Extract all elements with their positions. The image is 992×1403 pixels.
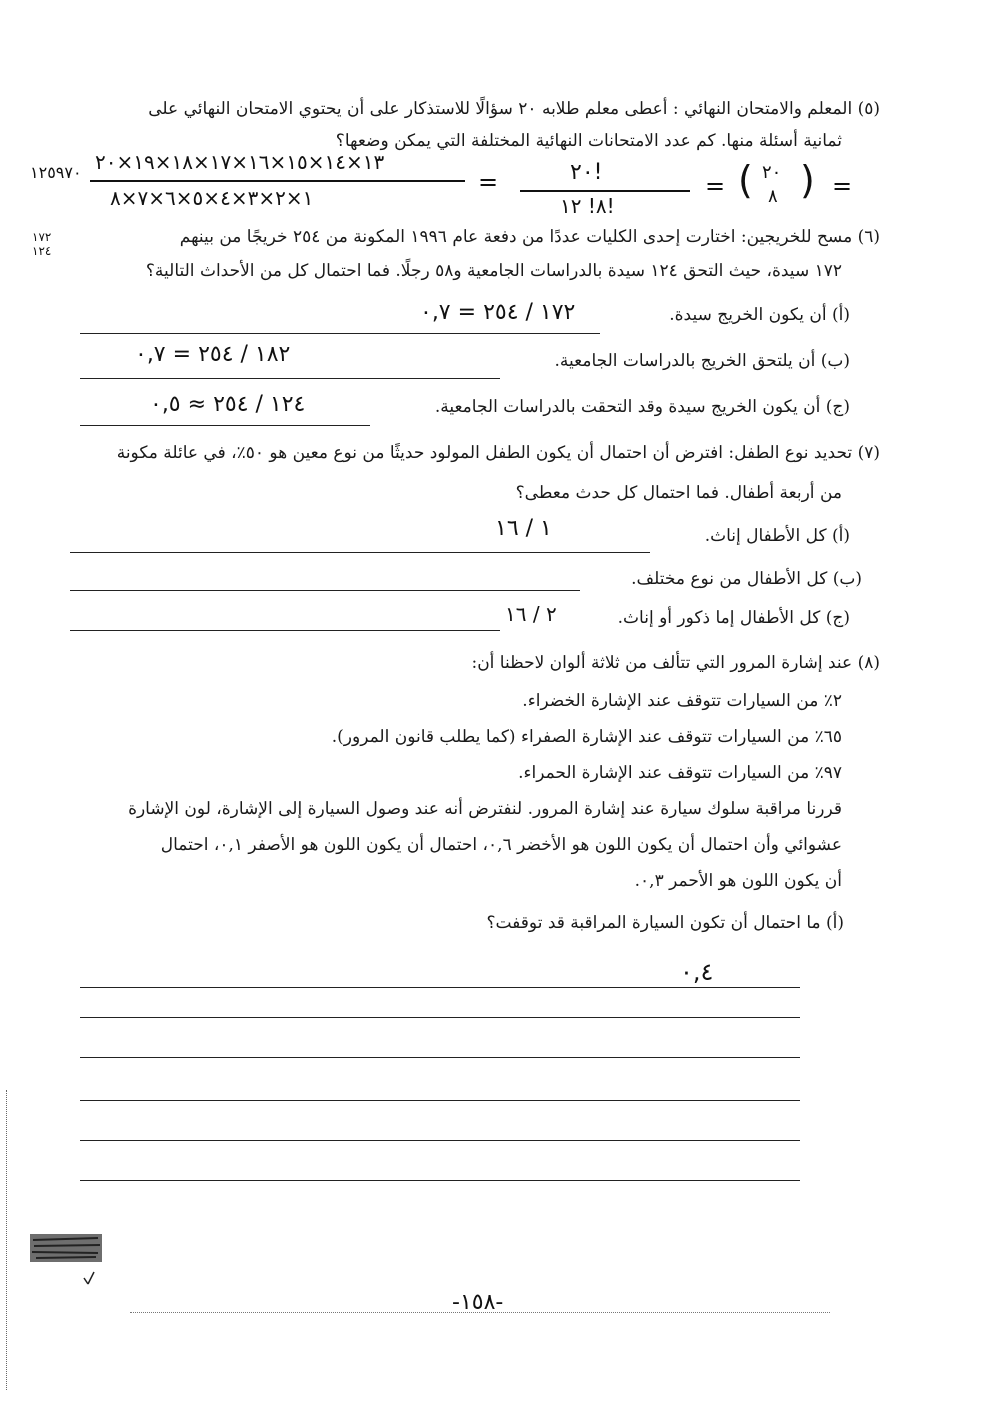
q5-hw-bar — [90, 180, 465, 182]
q6-line2: ١٧٢ سيدة، حيث التحق ١٢٤ سيدة بالدراسات الجامعية و٥٨ رجلًا. فما احتمال كل من الأحداث التالية؟ — [145, 261, 842, 281]
q8-l2: ٢٪ من السيارات تتوقف عند الإشارة الخضراء. — [522, 691, 842, 711]
q8-answer-line-2 — [80, 1017, 800, 1018]
stamp-mark — [28, 1232, 108, 1292]
q8-answer-line-3 — [80, 1057, 800, 1058]
scan-edge — [6, 1090, 7, 1390]
q6-b-hw: ١٨٢ / ٢٥٤ = ٠,٧ — [135, 342, 291, 367]
q7-c: (ج) كل الأطفال إما ذكور أو إناث. — [617, 608, 850, 628]
q6-b: (ب) أن يلتحق الخريج بالدراسات الجامعية. — [554, 351, 850, 371]
q6-c: (ج) أن يكون الخريج سيدة وقد التحقت بالدراسات الجامعية. — [434, 397, 850, 417]
q6-c-line — [80, 425, 370, 426]
q8-answer-line-6 — [80, 1180, 800, 1181]
q7-a: (أ) كل الأطفال إناث. — [704, 526, 850, 546]
q7-line1: (٧) تحديد نوع الطفل: افترض أن احتمال أن يكون الطفل المولود حديثًا من نوع معين هو ٥٠٪، في عائلة مكونة — [116, 443, 880, 463]
footer-dotted-line — [130, 1312, 830, 1313]
q5-line1: (٥) المعلم والامتحان النهائي : أعطى معلم طلابه ٢٠ سؤالًا للاستذكار على أن يحتوي الامتحان النهائي على — [148, 99, 880, 119]
q8-a-hw: ٠,٤ — [680, 958, 714, 986]
q5-hw-numerator: ١٣×١٤×١٥×١٦×١٧×١٨×١٩×٢٠ — [95, 150, 385, 174]
q7-line2: من أربعة أطفال. فما احتمال كل حدث معطى؟ — [515, 483, 842, 503]
q7-c-line — [70, 630, 500, 631]
q6-a: (أ) أن يكون الخريج سيدة. — [669, 305, 850, 325]
q8-line1: (٨) عند إشارة المرور التي تتألف من ثلاثة ألوان لاحظنا أن: — [471, 653, 880, 673]
q6-line1: (٦) مسح للخريجين: اختارت إحدى الكليات عددًا من دفعة عام ١٩٩٦ المكونة من ٢٥٤ خريجًا من بينهم — [179, 227, 880, 247]
q5-hw-denominator: ١×٢×٣×٤×٥×٦×٧×٨ — [110, 186, 314, 210]
q7-a-line — [70, 552, 650, 553]
q6-a-line — [80, 333, 600, 334]
q5-hw-binom-top: ٢٠ — [762, 162, 782, 183]
q5-hw-binom-close: ) — [800, 158, 815, 202]
q5-hw-frac-den: ٨! ١٢! — [560, 194, 615, 218]
q5-hw-eq3: = — [832, 172, 853, 200]
q5-hw-frac-num: ٢٠! — [570, 160, 603, 185]
q6-b-line — [80, 378, 500, 379]
q5-hw-frac-bar — [520, 190, 690, 192]
q7-b: (ب) كل الأطفال من نوع مختلف. — [631, 569, 862, 589]
q5-line2: ثمانية أسئلة منها. كم عدد الامتحانات النهائية المختلفة التي يمكن وضعها؟ — [335, 131, 842, 151]
q8-p2: عشوائي وأن احتمال أن يكون اللون هو الأخضر ٠,٦، احتمال أن يكون اللون هو الأصفر ٠,١، احتمال — [160, 835, 842, 855]
page-number: -١٥٨- — [452, 1290, 504, 1315]
q8-a: (أ) ما احتمال أن تكون السيارة المراقبة قد توقفت؟ — [486, 913, 844, 933]
q8-l3: ٦٥٪ من السيارات تتوقف عند الإشارة الصفراء (كما يطلب قانون المرور). — [331, 727, 842, 747]
q8-answer-line-5 — [80, 1140, 800, 1141]
q7-b-line — [70, 590, 580, 591]
q7-a-hw: ١ / ١٦ — [495, 516, 552, 541]
q6-margin-note: ١٧٢ ١٢٤ — [32, 230, 52, 258]
q5-hw-binom-bottom: ٨ — [768, 186, 778, 207]
q8-l4: ٩٧٪ من السيارات تتوقف عند الإشارة الحمراء. — [518, 763, 842, 783]
q7-c-hw: ٢ / ١٦ — [505, 602, 557, 626]
q8-p3: أن يكون اللون هو الأحمر ٠,٣. — [634, 871, 842, 891]
q5-hw-binom: ( — [738, 158, 753, 202]
q5-hw-result: ١٢٥٩٧٠ — [30, 163, 82, 182]
q5-hw-eq2: = — [705, 172, 726, 200]
q8-answer-line-4 — [80, 1100, 800, 1101]
q8-answer-line-1 — [80, 987, 800, 988]
q8-p1: قررنا مراقبة سلوك سيارة عند إشارة المرور. لنفترض أنه عند وصول السيارة إلى الإشارة، لون الإشارة — [128, 799, 842, 819]
q6-c-hw: ١٢٤ / ٢٥٤ ≈ ٠,٥ — [150, 392, 306, 417]
q6-a-hw: ١٧٢ / ٢٥٤ = ٠,٧ — [420, 300, 576, 325]
q5-hw-eq1: = — [478, 168, 499, 196]
